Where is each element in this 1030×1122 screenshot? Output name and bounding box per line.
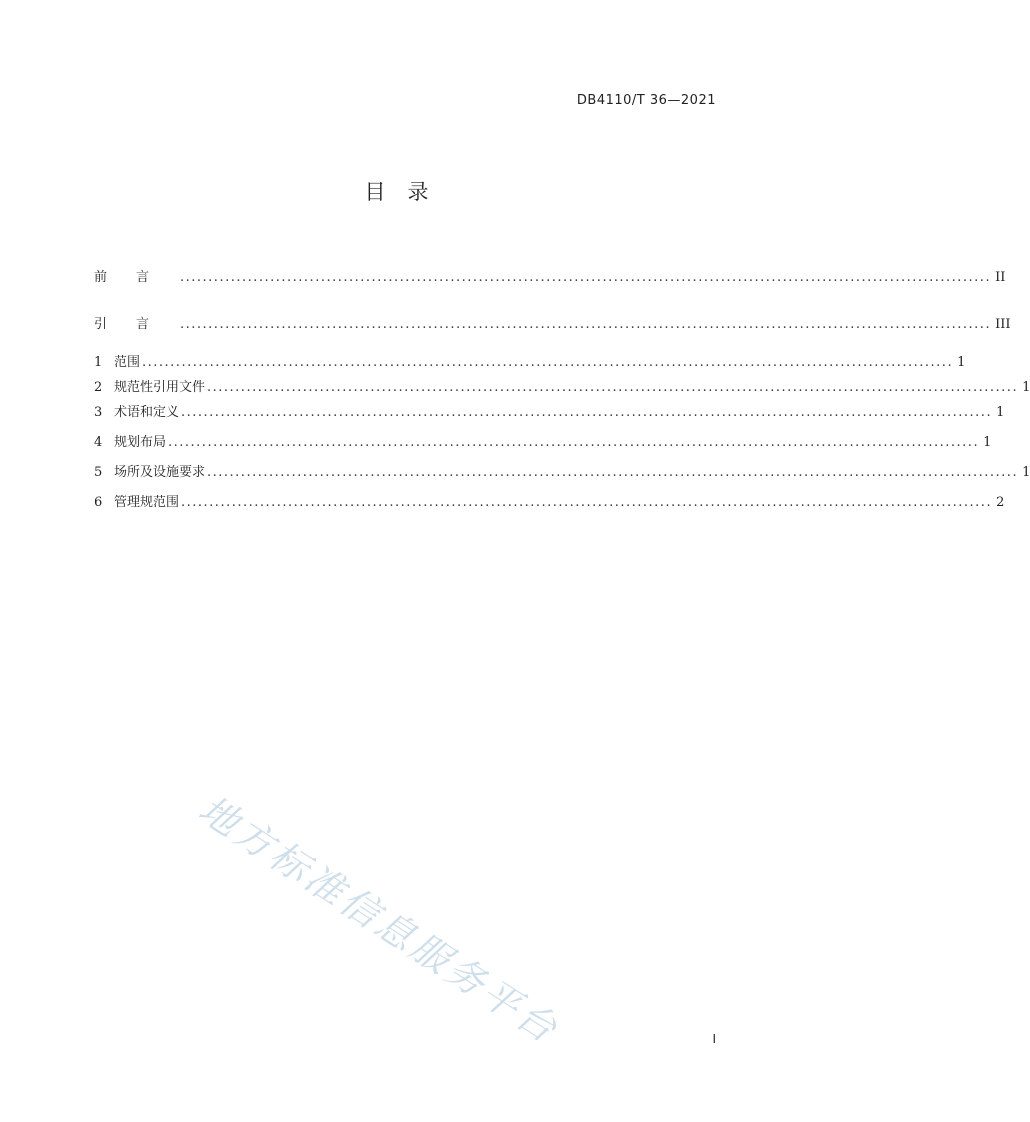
page-number: I: [712, 1032, 716, 1046]
document-code: DB4110/T 36—2021: [576, 93, 716, 108]
toc-page: 1: [996, 405, 1005, 420]
toc-page: III: [995, 317, 1011, 332]
toc-label: 引言: [94, 317, 179, 332]
toc-label: 规划布局: [114, 435, 167, 450]
toc-leader-dots: ................................................................................................................................................: [181, 495, 993, 510]
toc-page: 1: [957, 355, 966, 370]
toc-leader-dots: ................................................................................................................................................: [142, 355, 954, 370]
toc-label: 场所及设施要求: [114, 465, 206, 480]
toc-page: 1: [1022, 465, 1030, 480]
toc-page: 1: [983, 435, 992, 450]
toc-label: 规范性引用文件: [114, 380, 206, 395]
toc-leader-dots: ................................................................................................................................................: [180, 270, 992, 285]
toc-leader-dots: ................................................................................................................................................: [168, 435, 980, 450]
toc-entry-scope[interactable]: [94, 354, 966, 372]
toc-number: 4: [94, 435, 103, 450]
toc-number: 3: [94, 405, 103, 420]
toc-leader-dots: ................................................................................................................................................: [207, 465, 1019, 480]
page-title: 目录: [364, 180, 451, 204]
toc-entry-management[interactable]: [94, 494, 1005, 512]
toc-label: 管理规范围: [114, 495, 180, 510]
toc-label: 术语和定义: [114, 405, 180, 420]
toc-entry-foreword[interactable]: [94, 269, 1006, 287]
toc-page: 1: [1022, 380, 1030, 395]
toc-entry-facility-requirements[interactable]: [94, 464, 1030, 482]
toc-number: 1: [94, 355, 103, 370]
toc-leader-dots: ................................................................................................................................................: [181, 405, 993, 420]
toc-number: 2: [94, 380, 103, 395]
toc-entry-terms-definitions[interactable]: [94, 404, 1005, 422]
toc-entry-introduction[interactable]: [94, 316, 1011, 334]
toc-number: 6: [94, 495, 103, 510]
toc-number: 5: [94, 465, 103, 480]
toc-entry-planning-layout[interactable]: [94, 434, 992, 452]
toc-label: 前言: [94, 270, 179, 285]
toc-page: 2: [996, 495, 1005, 510]
toc-leader-dots: ................................................................................................................................................: [207, 380, 1019, 395]
toc-entry-normative-references[interactable]: [94, 379, 1030, 397]
watermark: 地方标准信息服务平台: [191, 786, 568, 1053]
toc-page: II: [995, 270, 1006, 285]
toc-leader-dots: ................................................................................................................................................: [180, 317, 992, 332]
toc-label: 范围: [114, 355, 141, 370]
